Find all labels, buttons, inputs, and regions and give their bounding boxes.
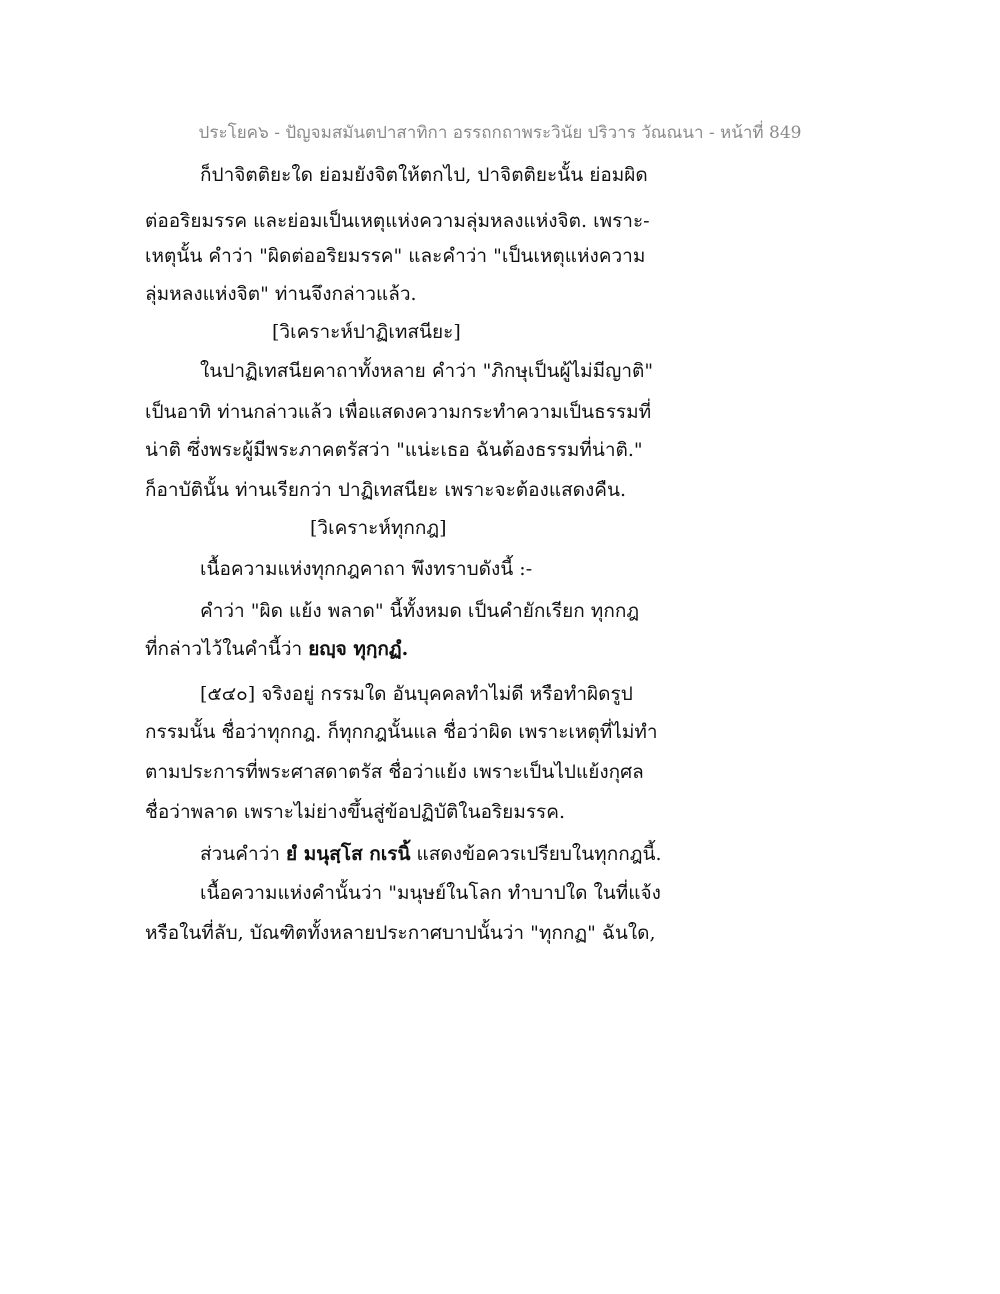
text-line: น่าติ ซึ่งพระผู้มีพระภาคตรัสว่า "แน่ะเธอ ฉันต้องธรรมที่น่าติ." xyxy=(145,439,643,461)
text-line: ก็อาบัตินั้น ท่านเรียกว่า ปาฏิเทสนียะ เพราะจะต้องแสดงคืน. xyxy=(145,479,627,501)
text-run: ที่กล่าวไว้ในคำนี้ว่า xyxy=(145,638,309,660)
text-line: เนื้อความแห่งทุกกฎคาถา พึงทราบดังนี้ :- xyxy=(200,558,533,580)
text-line: [๕๔๐] จริงอยู่ กรรมใด อันบุคคลทำไม่ดี หรือทำผิดรูป xyxy=(200,683,633,705)
text-line: กรรมนั้น ชื่อว่าทุกกฎ. ก็ทุกกฎนั้นแล ชื่อว่าผิด เพราะเหตุที่ไม่ทำ xyxy=(145,721,658,743)
text-line: หรือในที่ลับ, บัณฑิตทั้งหลายประกาศบาปนั้นว่า "ทุกกฏ" ฉันใด, xyxy=(145,922,656,944)
section-heading: [วิเคราะห์ปาฏิเทสนียะ] xyxy=(272,321,461,343)
text-line: ต่ออริยมรรค และย่อมเป็นเหตุแห่งความลุ่มหลงแห่งจิต. เพราะ- xyxy=(145,210,650,232)
text-line: ก็ปาจิตติยะใด ย่อมยังจิตให้ตกไป, ปาจิตติยะนั้น ย่อมผิด xyxy=(200,164,648,186)
text-line: คำว่า "ผิด แย้ง พลาด" นี้ทั้งหมด เป็นคำยักเรียก ทุกกฎ xyxy=(200,600,640,622)
text-run: แสดงข้อควรเปรียบในทุกกฎนี้. xyxy=(410,843,662,865)
text-line: เป็นอาทิ ท่านกล่าวแล้ว เพื่อแสดงความกระทำความเป็นธรรมที่ xyxy=(145,401,652,423)
page-header: ประโยค๖ - ปัญจมสมันตปาสาทิกา อรรถกถาพระวินัย ปริวาร วัณณนา - หน้าที่ 849 xyxy=(198,123,802,143)
text-line: ชื่อว่าพลาด เพราะไม่ย่างขึ้นสู่ข้อปฏิบัติในอริยมรรค. xyxy=(145,801,566,823)
text-line: เนื้อความแห่งคำนั้นว่า "มนุษย์ในโลก ทำบาปใด ในที่แจ้ง xyxy=(200,882,661,904)
pali-term: ยญฺจ ทุกฺกฏํ. xyxy=(308,638,409,660)
section-heading: [วิเคราะห์ทุกกฎ] xyxy=(310,517,447,539)
pali-term: ยํ มนุสฺโส กเรนิ้ xyxy=(286,843,411,865)
text-line: เหตุนั้น คำว่า "ผิดต่ออริยมรรค" และคำว่า "เป็นเหตุแห่งความ xyxy=(145,245,646,267)
text-line: ในปาฏิเทสนียคาถาทั้งหลาย คำว่า "ภิกษุเป็นผู้ไม่มีญาติ" xyxy=(200,360,654,382)
text-line: ลุ่มหลงแห่งจิต" ท่านจึงกล่าวแล้ว. xyxy=(145,283,417,305)
text-line xyxy=(200,838,662,870)
text-line: ตามประการที่พระศาสดาตรัส ชื่อว่าแย้ง เพราะเป็นไปแย้งกุศล xyxy=(145,761,644,783)
text-line xyxy=(145,633,408,665)
text-run: ส่วนคำว่า xyxy=(200,843,287,865)
